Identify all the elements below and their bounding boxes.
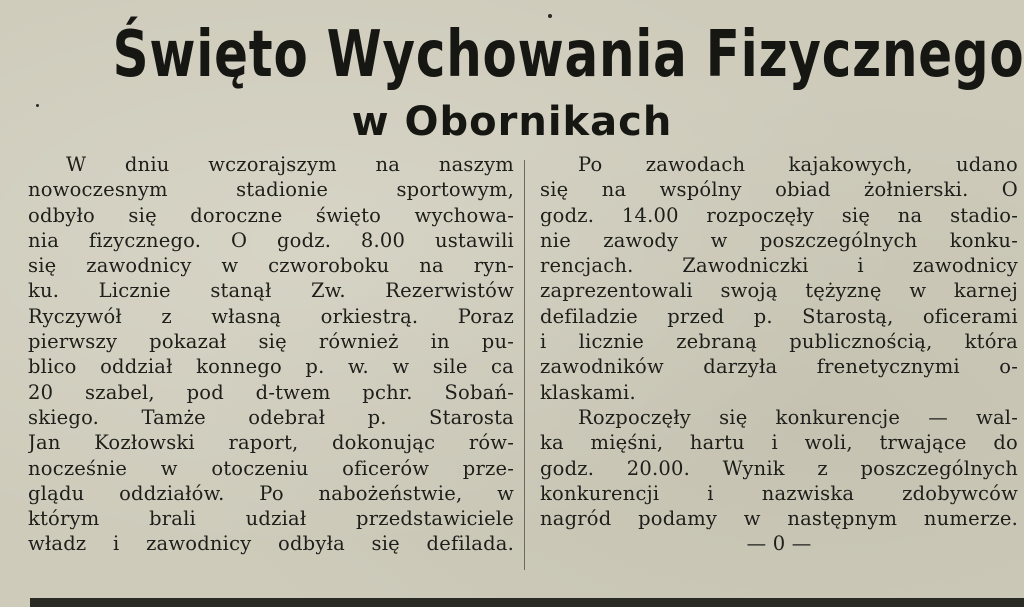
article-subheadline: w Obornikach [351, 99, 673, 145]
text-line: nie zawody w poszczególnych konku- [540, 228, 1018, 252]
text-line: odbyło się doroczne święto wychowa- [28, 203, 514, 227]
text-line: się na wspólny obiad żołnierski. O [540, 178, 1018, 202]
text-line: nocześnie w otoczeniu oficerów prze- [28, 456, 514, 480]
end-mark: — 0 — [746, 532, 812, 556]
column-divider [524, 160, 525, 570]
text-line: konkurencji i nazwiska zdobywców [540, 481, 1018, 505]
text-line: rencjach. Zawodniczki i zawodnicy [540, 254, 1018, 278]
text-line: władz i zawodnicy odbyła się defilada. [28, 532, 514, 556]
text-line: nagród podamy w następnym numerze. [540, 507, 1018, 531]
text-line: 20 szabel, pod d-twem pchr. Sobań- [28, 380, 514, 404]
text-line: blico oddział konnego p. w. w sile ca [28, 355, 514, 379]
text-line: skiego. Tamże odebrał p. Starosta [28, 405, 514, 429]
text-line: klaskami. [540, 380, 636, 404]
print-speck [36, 104, 39, 107]
text-line: którym brali udział przedstawiciele [28, 507, 514, 531]
text-line: Jan Kozłowski raport, dokonując rów- [28, 431, 514, 455]
text-line: zaprezentowali swoją tężyznę w karnej [540, 279, 1018, 303]
text-line: godz. 20.00. Wynik z poszczególnych [540, 456, 1018, 480]
bottom-rule [30, 598, 1024, 607]
article-left-column [28, 152, 514, 557]
text-line: ku. Licznie stanął Zw. Rezerwistów [28, 279, 514, 303]
text-line: zawodników darzyła frenetycznymi o- [540, 355, 1018, 379]
text-line: się zawodnicy w czworoboku na ryn- [28, 254, 514, 278]
text-line: nowoczesnym stadionie sportowym, [28, 178, 514, 202]
text-line: Rozpoczęły się konkurencje — wal- [578, 405, 1018, 429]
text-line: W dniu wczorajszym na naszym [66, 153, 514, 176]
text-line: godz. 14.00 rozpoczęły się na stadio- [540, 203, 1018, 227]
text-line: Ryczywół z własną orkiestrą. Poraz [28, 304, 514, 328]
text-line: i licznie zebraną publicznością, która [540, 330, 1018, 354]
text-line: pierwszy pokazał się również in pu- [28, 330, 514, 354]
print-speck [548, 14, 552, 18]
text-line: glądu oddziałów. Po nabożeństwie, w [28, 481, 514, 505]
article-headline: Święto Wychowania Fizycznego [112, 18, 1024, 92]
text-line: Po zawodach kajakowych, udano [578, 153, 1018, 176]
text-line: ka mięśni, hartu i woli, trwające do [540, 431, 1018, 455]
text-line: defiladzie przed p. Starostą, oficerami [540, 304, 1018, 328]
article-right-column [540, 152, 1018, 557]
text-line: nia fizycznego. O godz. 8.00 ustawili [28, 228, 514, 252]
